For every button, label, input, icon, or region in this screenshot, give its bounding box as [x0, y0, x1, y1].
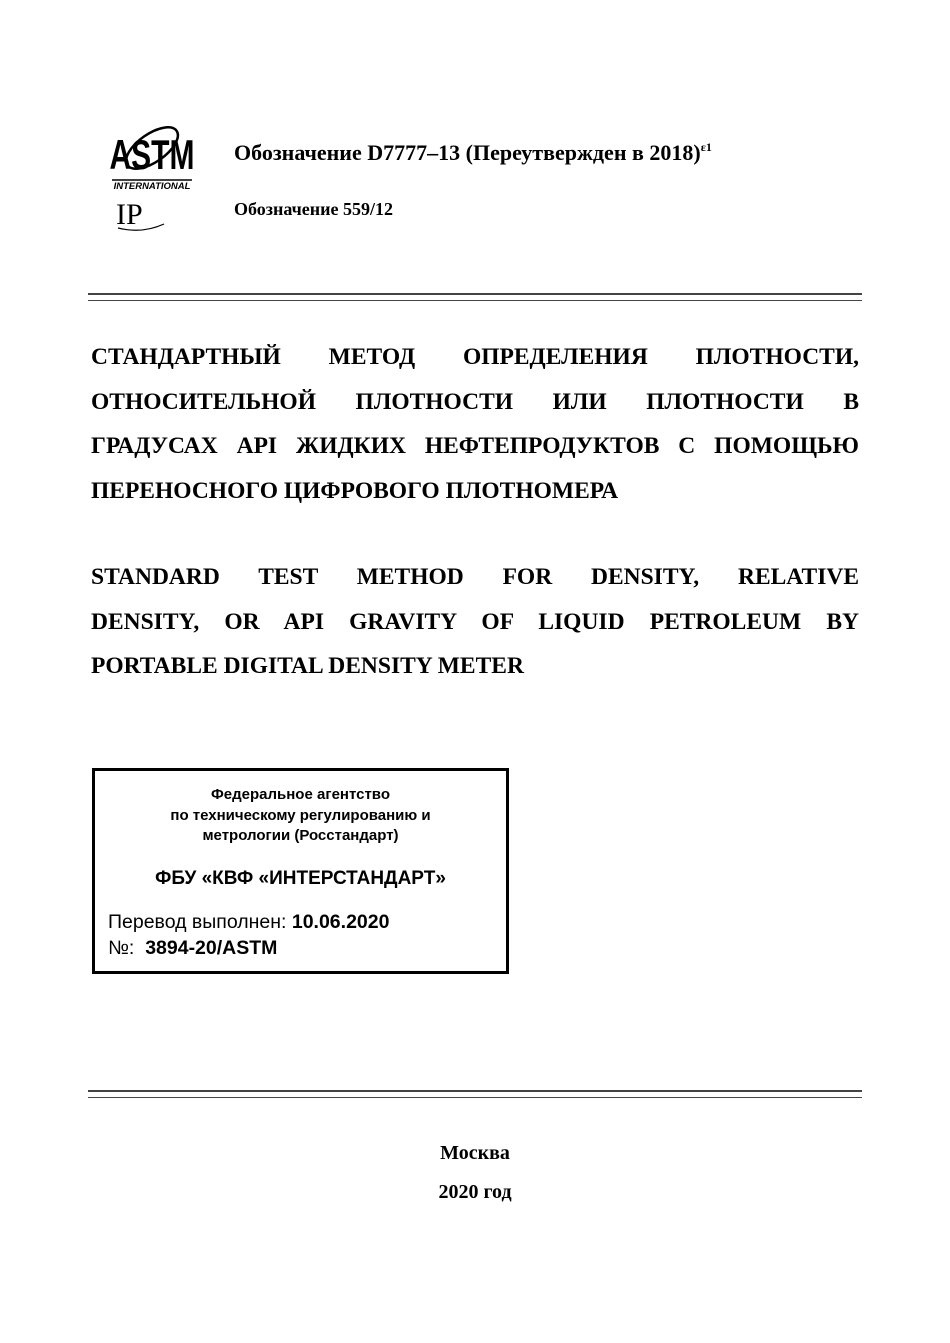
agency-name [95, 785, 506, 847]
city: Москва [440, 1142, 510, 1164]
epsilon-superscript: ε1 [700, 140, 712, 154]
svg-text:IP: IP [116, 198, 143, 231]
title-english [91, 555, 859, 689]
translation-stamp [92, 768, 509, 974]
number-label: №: [108, 936, 135, 959]
year: 2020 год [438, 1181, 512, 1203]
translation-info [108, 909, 506, 961]
designation-ip: Обозначение 559/12 [234, 199, 394, 219]
agency-line: Федеральное агентство [210, 786, 390, 803]
title-russian [91, 335, 859, 513]
agency-line: по техническому регулированию и [170, 806, 431, 824]
divider-bottom [88, 1090, 862, 1098]
agency-line: метрологии (Росстандарт) [202, 827, 399, 844]
title-ru-line: ПЕРЕНОСНОГО ЦИФРОВОГО ПЛОТНОМЕРА [91, 477, 619, 504]
translation-number: 3894-20/ASTM [145, 936, 278, 959]
title-en-line: STANDARD TEST METHOD FOR DENSITY, RELATIVE [91, 564, 859, 590]
designation-text: Обозначение D7777–13 (Переутвержден в 2018) [234, 140, 701, 165]
title-ru-line: ГРАДУСАХ API ЖИДКИХ НЕФТЕПРОДУКТОВ С ПОМОЩЬЮ [91, 433, 859, 459]
title-en-line: DENSITY, OR API GRAVITY OF LIQUID PETROLEUM BY [91, 608, 859, 635]
divider-top [88, 293, 862, 301]
svg-text:ASTM: ASTM [109, 130, 195, 179]
translated-label: Перевод выполнен: [108, 910, 287, 933]
organization-name: ФБУ «КВФ «ИНТЕРСТАНДАРТ» [155, 867, 446, 889]
designation-astm [234, 140, 712, 166]
ip-logo [112, 198, 172, 232]
title-ru-line: СТАНДАРТНЫЙ МЕТОД ОПРЕДЕЛЕНИЯ ПЛОТНОСТИ, [91, 344, 859, 370]
astm-logo [108, 112, 196, 192]
svg-text:INTERNATIONAL: INTERNATIONAL [113, 181, 191, 192]
translated-date: 10.06.2020 [291, 910, 390, 933]
title-en-line: PORTABLE DIGITAL DENSITY METER [91, 653, 524, 679]
title-ru-line: ОТНОСИТЕЛЬНОЙ ПЛОТНОСТИ ИЛИ ПЛОТНОСТИ В [91, 388, 859, 415]
